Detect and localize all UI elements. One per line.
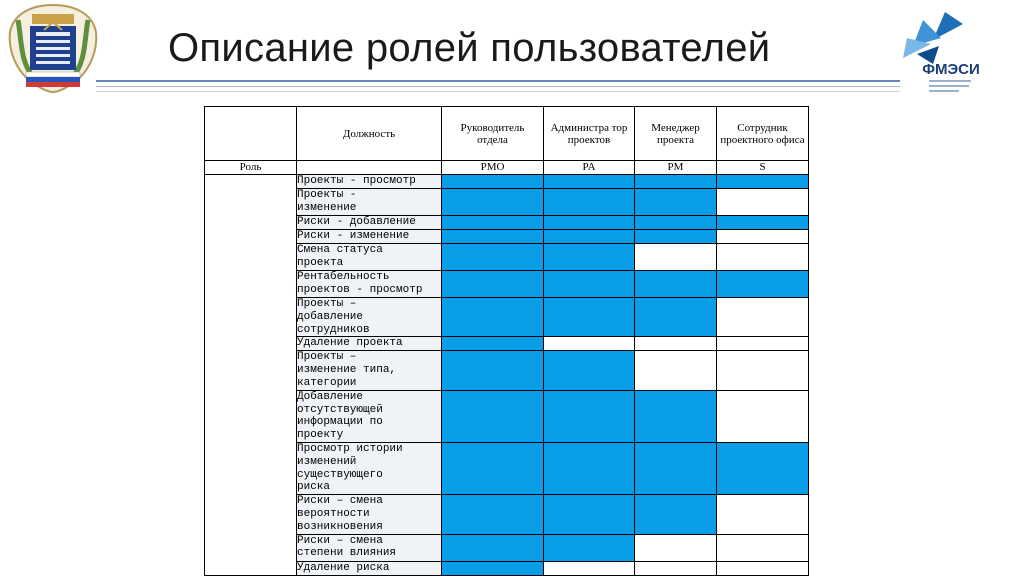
roles-permissions-table xyxy=(204,106,809,576)
access-denied-cell xyxy=(717,244,809,271)
access-granted-cell xyxy=(635,390,717,442)
access-granted-cell xyxy=(442,271,544,298)
column-header-pm: Менеджер проекта xyxy=(635,107,717,161)
permission-label: Проекты – изменение типа, категории xyxy=(297,351,442,390)
role-code-pa: PA xyxy=(544,161,635,175)
access-denied-cell xyxy=(717,337,809,351)
permission-label: Просмотр истории изменений существующего риска xyxy=(297,442,442,494)
access-denied-cell xyxy=(717,230,809,244)
university-emblem-logo xyxy=(4,2,102,94)
fmesi-logo xyxy=(893,10,980,98)
access-granted-cell xyxy=(442,298,544,337)
role-row-label: Роль xyxy=(205,161,297,175)
access-granted-cell xyxy=(635,189,717,216)
permission-label: Риски – смена степени влияния xyxy=(297,534,442,561)
access-granted-cell xyxy=(442,175,544,189)
permission-label: Проекты - изменение xyxy=(297,189,442,216)
permission-label: Добавление отсутствующей информации по проекту xyxy=(297,390,442,442)
access-granted-cell xyxy=(442,216,544,230)
page-title: Описание ролей пользователей xyxy=(168,26,771,70)
access-granted-cell xyxy=(544,244,635,271)
role-group-cell xyxy=(205,175,297,576)
role-code-pm: PM xyxy=(635,161,717,175)
access-granted-cell xyxy=(442,244,544,271)
role-code-s: S xyxy=(717,161,809,175)
access-denied-cell xyxy=(544,337,635,351)
column-header-s: Сотрудник проектного офиса xyxy=(717,107,809,161)
permission-label: Проекты – добавление сотрудников xyxy=(297,298,442,337)
access-denied-cell xyxy=(635,561,717,575)
access-granted-cell xyxy=(544,442,635,494)
access-denied-cell xyxy=(544,561,635,575)
access-denied-cell xyxy=(717,298,809,337)
position-header: Должность xyxy=(297,107,442,161)
access-granted-cell xyxy=(635,216,717,230)
access-granted-cell xyxy=(635,230,717,244)
access-denied-cell xyxy=(635,244,717,271)
permission-label: Рентабельность проектов - просмотр xyxy=(297,271,442,298)
access-granted-cell xyxy=(442,495,544,534)
access-granted-cell xyxy=(544,175,635,189)
access-granted-cell xyxy=(544,390,635,442)
access-granted-cell xyxy=(717,216,809,230)
column-header-pmo: Руководитель отдела xyxy=(442,107,544,161)
access-denied-cell xyxy=(635,337,717,351)
access-denied-cell xyxy=(717,390,809,442)
title-divider-faint xyxy=(96,91,900,92)
permission-label: Смена статуса проекта xyxy=(297,244,442,271)
permission-label: Риски - добавление xyxy=(297,216,442,230)
access-denied-cell xyxy=(717,189,809,216)
access-granted-cell xyxy=(442,390,544,442)
access-granted-cell xyxy=(635,442,717,494)
access-granted-cell xyxy=(544,298,635,337)
table-row xyxy=(205,175,809,189)
access-granted-cell xyxy=(442,534,544,561)
permission-label: Риски - изменение xyxy=(297,230,442,244)
access-granted-cell xyxy=(442,337,544,351)
corner-cell xyxy=(205,107,297,161)
permission-label: Проекты - просмотр xyxy=(297,175,442,189)
access-granted-cell xyxy=(544,230,635,244)
access-granted-cell xyxy=(544,351,635,390)
permission-label: Удаление риска xyxy=(297,561,442,575)
permission-label: Риски – смена вероятности возникновения xyxy=(297,495,442,534)
access-granted-cell xyxy=(635,271,717,298)
permission-label: Удаление проекта xyxy=(297,337,442,351)
logo-text: ФМЭСИ xyxy=(922,61,980,78)
access-granted-cell xyxy=(635,175,717,189)
role-code-pmo: PMO xyxy=(442,161,544,175)
access-granted-cell xyxy=(442,230,544,244)
access-granted-cell xyxy=(544,189,635,216)
access-denied-cell xyxy=(717,495,809,534)
access-denied-cell xyxy=(635,534,717,561)
access-granted-cell xyxy=(442,189,544,216)
access-denied-cell xyxy=(717,561,809,575)
access-granted-cell xyxy=(717,442,809,494)
access-granted-cell xyxy=(442,442,544,494)
role-row-spacer xyxy=(297,161,442,175)
access-granted-cell xyxy=(635,298,717,337)
access-granted-cell xyxy=(544,495,635,534)
column-header-pa: Администра тор проектов xyxy=(544,107,635,161)
title-divider-thin xyxy=(96,86,900,87)
access-granted-cell xyxy=(442,561,544,575)
access-denied-cell xyxy=(717,534,809,561)
access-granted-cell xyxy=(717,271,809,298)
access-granted-cell xyxy=(717,175,809,189)
access-granted-cell xyxy=(635,495,717,534)
access-granted-cell xyxy=(544,216,635,230)
access-granted-cell xyxy=(544,271,635,298)
access-denied-cell xyxy=(717,351,809,390)
title-divider xyxy=(96,80,900,82)
access-denied-cell xyxy=(635,351,717,390)
access-granted-cell xyxy=(442,351,544,390)
access-granted-cell xyxy=(544,534,635,561)
